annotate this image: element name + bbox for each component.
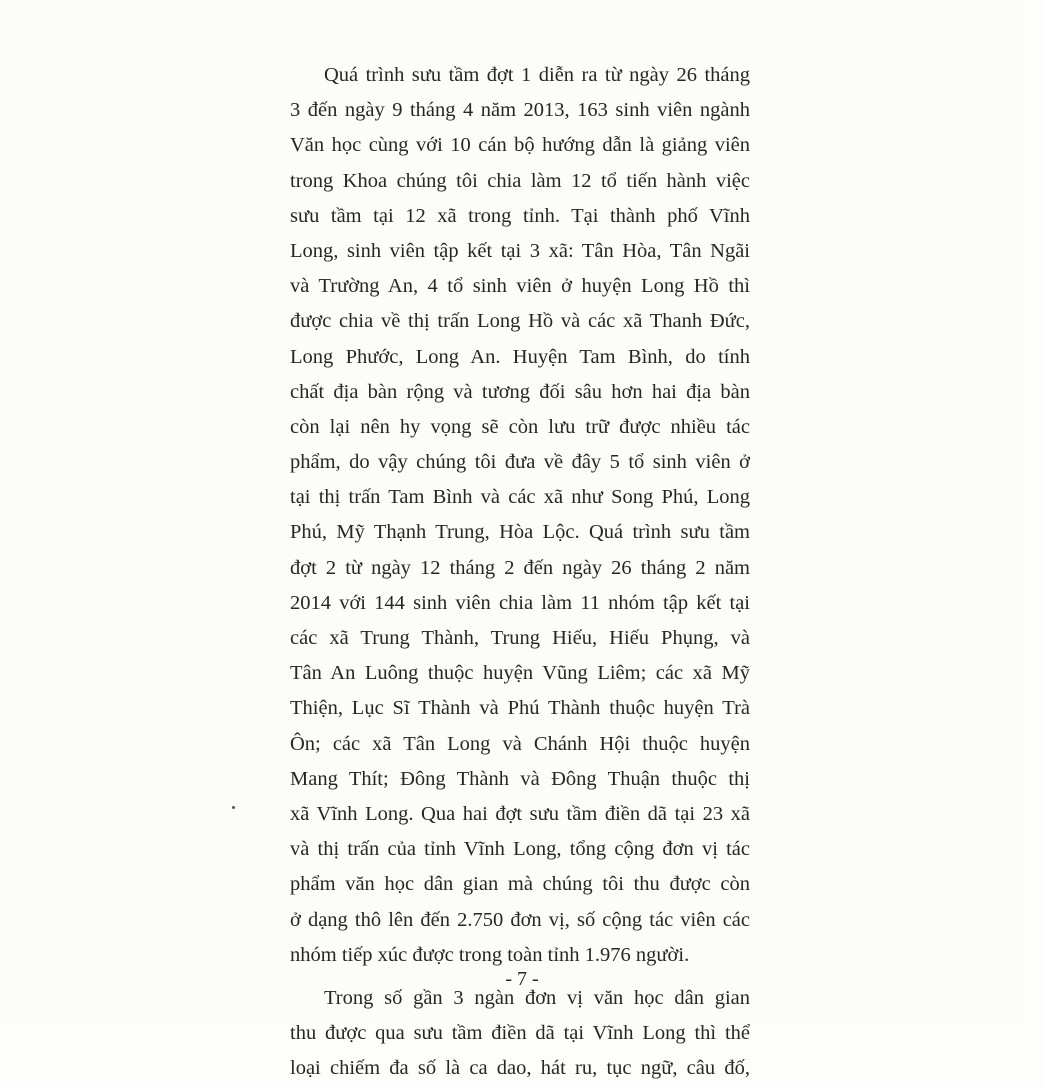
print-speck [232, 806, 235, 809]
text-line: Mang Thít; Đông Thành và Đông Thuận thuộc thị [290, 767, 750, 790]
text-line: còn lại nên hy vọng sẽ còn lưu trữ được nhiều tác [290, 415, 750, 438]
text-line: nhóm tiếp xúc được trong toàn tỉnh 1.976 người. [290, 943, 690, 966]
text-line: loại chiếm đa số là ca dao, hát ru, tục ngữ, câu đố, [290, 1057, 750, 1080]
text-line: chất địa bàn rộng và tương đối sâu hơn hai địa bàn [290, 380, 750, 403]
text-line: tại thị trấn Tam Bình và các xã như Song Phú, Long [290, 486, 750, 509]
text-line: Long, sinh viên tập kết tại 3 xã: Tân Hòa, Tân Ngãi [290, 239, 750, 262]
text-line: phẩm văn học dân gian mà chúng tôi thu được còn [290, 873, 750, 896]
text-line: Trong số gần 3 ngàn đơn vị văn học dân gian [324, 986, 750, 1009]
text-line: được chia về thị trấn Long Hồ và các xã Thanh Đức, [290, 310, 750, 333]
text-line: các xã Trung Thành, Trung Hiếu, Hiếu Phụng, và [290, 627, 750, 649]
text-line: Long Phước, Long An. Huyện Tam Bình, do tính [290, 345, 750, 368]
text-line: xã Vĩnh Long. Qua hai đợt sưu tầm điền dã tại 23 xã [290, 802, 750, 825]
text-line: và thị trấn của tỉnh Vĩnh Long, tổng cộng đơn vị tác [290, 838, 750, 861]
text-line: ở dạng thô lên đến 2.750 đơn vị, số cộng tác viên các [290, 908, 750, 931]
text-line: Tân An Luông thuộc huyện Vũng Liêm; các xã Mỹ [290, 662, 750, 685]
paragraph-1 [290, 58, 750, 973]
text-line: 3 đến ngày 9 tháng 4 năm 2013, 163 sinh viên ngành [290, 99, 750, 122]
text-line: trong Khoa chúng tôi chia làm 12 tổ tiến hành việc [290, 169, 750, 192]
text-line: Ôn; các xã Tân Long và Chánh Hội thuộc huyện [290, 732, 750, 755]
paragraph-2 [290, 981, 750, 1086]
text-line: sưu tầm tại 12 xã trong tỉnh. Tại thành phố Vĩnh [290, 204, 750, 227]
text-line: và Trường An, 4 tổ sinh viên ở huyện Long Hồ thì [290, 275, 750, 298]
page-number: - 7 - [505, 968, 539, 990]
text-line: Văn học cùng với 10 cán bộ hướng dẫn là giảng viên [290, 134, 750, 157]
text-line: Thiện, Lục Sĩ Thành và Phú Thành thuộc huyện Trà [290, 697, 750, 720]
text-line: Quá trình sưu tầm đợt 1 diễn ra từ ngày 26 tháng [324, 64, 750, 86]
body-text [290, 58, 750, 1086]
text-line: phẩm, do vậy chúng tôi đưa về đây 5 tổ sinh viên ở [290, 451, 750, 474]
text-line: 2014 với 144 sinh viên chia làm 11 nhóm tập kết tại [290, 591, 750, 614]
text-line: đợt 2 từ ngày 12 tháng 2 đến ngày 26 tháng 2 năm [290, 556, 750, 579]
text-line: thu được qua sưu tầm điền dã tại Vĩnh Long thì thể [290, 1022, 750, 1045]
text-line: Phú, Mỹ Thạnh Trung, Hòa Lộc. Quá trình sưu tầm [290, 521, 750, 544]
